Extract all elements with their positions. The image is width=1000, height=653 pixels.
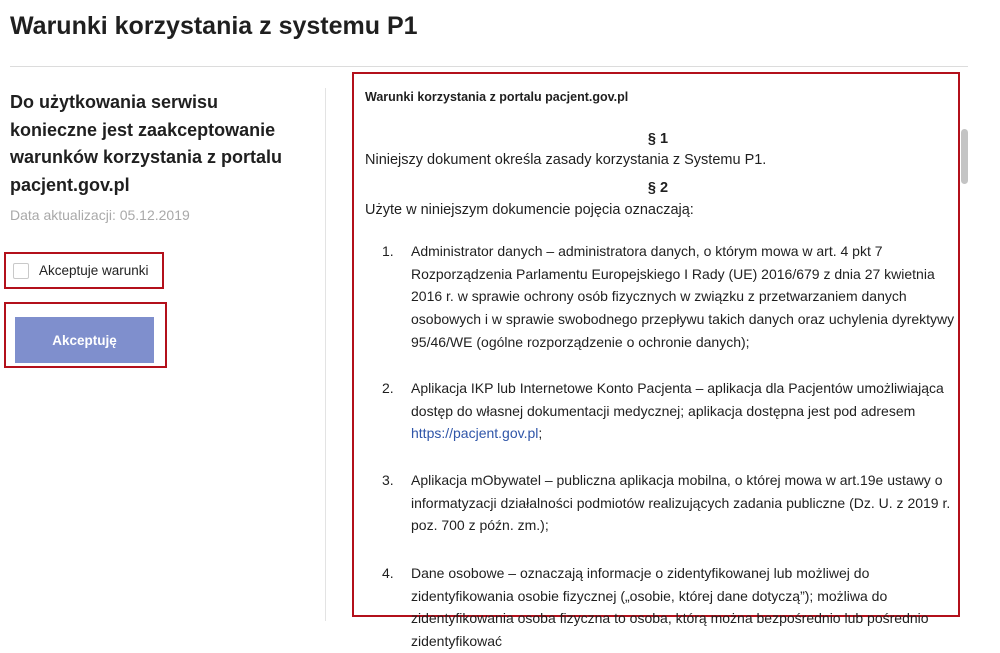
terms-scrollbar-thumb[interactable]: [961, 129, 968, 184]
definition-text: Dane osobowe – oznaczają informacje o zidentyfikowanej lub możliwej do zidentyfikowania osobie fizycznej („osobie, której dane dotyczą”); możliwa do zidentyfikowania osoba fizyczna to osoba, którą można bezpośrednio lub pośrednio zidentyfikować: [411, 565, 929, 650]
column-divider: [325, 88, 326, 621]
definition-text: [411, 377, 956, 445]
accept-button-highlight: [4, 302, 167, 368]
pacjent-portal-link[interactable]: https://pacjent.gov.pl: [411, 425, 539, 442]
title-divider: [10, 66, 968, 67]
update-date: Data aktualizacji: 05.12.2019: [10, 207, 190, 223]
accept-terms-checkbox[interactable]: [13, 263, 29, 279]
page-title: Warunki korzystania z systemu P1: [10, 12, 418, 40]
accept-button[interactable]: Akceptuję: [15, 317, 154, 363]
definition-number: 3.: [382, 472, 394, 488]
definition-text: Aplikacja mObywatel – publiczna aplikacja mobilna, o której mowa w art.19e ustawy o informatyzacji działalności podmiotów realizujących zadania publiczne (Dz. U. z 2019 r. poz. 700 z późn. zm.);: [411, 472, 951, 534]
definition-suffix: ;: [538, 425, 543, 442]
section-1-text: Niniejszy dokument określa zasady korzystania z Systemu P1.: [365, 152, 767, 168]
terms-title: Warunki korzystania z portalu pacjent.gov.pl: [365, 90, 629, 104]
definition-number: 4.: [382, 565, 394, 581]
section-2-mark: § 2: [647, 180, 669, 196]
terms-document[interactable]: [352, 72, 960, 650]
definition-number: 2.: [382, 380, 394, 396]
section-1-mark: § 1: [647, 131, 669, 147]
definition-text-main: Aplikacja IKP lub Internetowe Konto Pacjenta – aplikacja dla Pacjentów umożliwiająca dostęp do własnej dokumentacji medycznej; aplikacja dostępna jest pod adresem: [411, 380, 944, 419]
section-2-text: Użyte w niniejszym dokumencie pojęcia oznaczają:: [365, 202, 694, 218]
accept-terms-label[interactable]: Akceptuje warunki: [39, 263, 149, 278]
definition-number: 1.: [382, 243, 394, 259]
accept-terms-highlight: [4, 252, 164, 289]
definition-text: Administrator danych – administratora danych, o którym mowa w art. 4 pkt 7 Rozporządzenia Parlamentu Europejskiego I Rady (UE) 2016/679 z dnia 27 kwietnia 2016 r. w sprawie ochrony osób fizycznych w związku z przetwarzaniem danych osobowych i w sprawie swobodnego przepływu takich danych oraz uchylenia dyrektywy 95/46/WE (ogólne rozporządzenie o ochronie danych);: [411, 243, 955, 350]
acceptance-heading: Do użytkowania serwisu konieczne jest zaakceptowanie warunków korzystania z portalu pacjent.gov.pl: [10, 92, 283, 195]
